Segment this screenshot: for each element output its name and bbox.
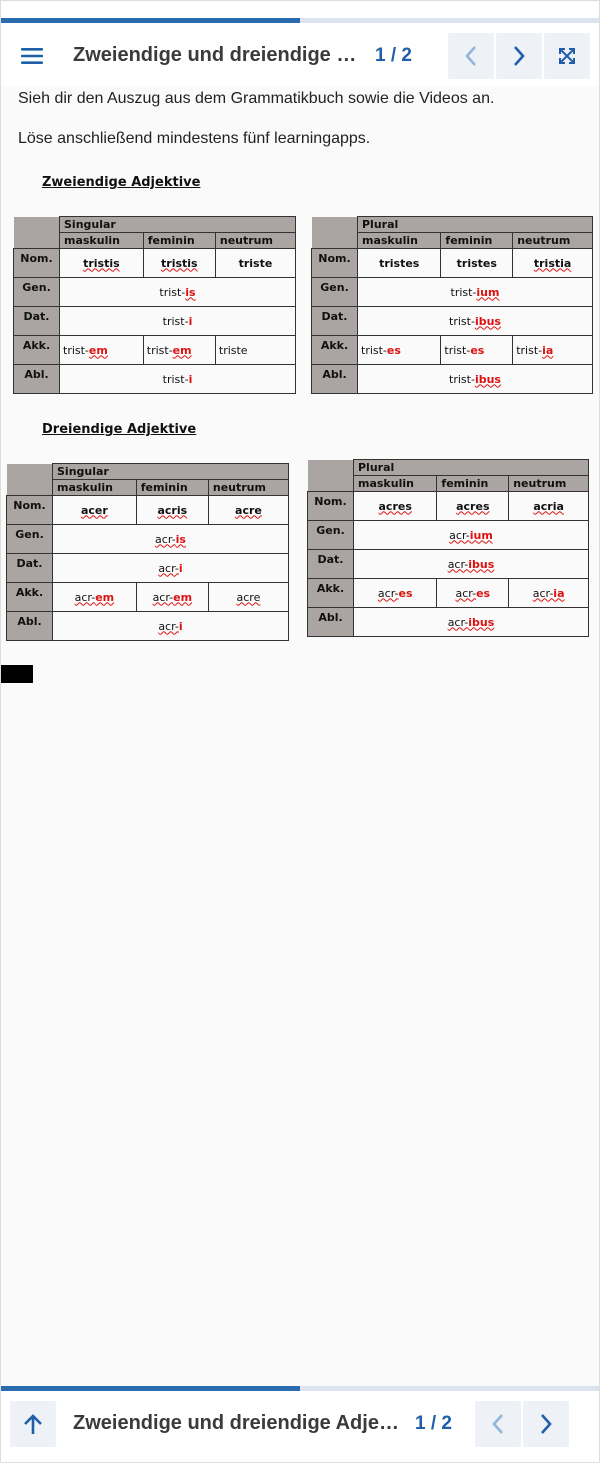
bottom-page-counter: 1 / 2 (415, 1412, 452, 1434)
case-label: Dat. (7, 554, 53, 583)
gender-label: feminin (143, 233, 215, 249)
stem: trist- (449, 372, 475, 386)
case-label: Akk. (14, 336, 60, 365)
label-singular: Singular (60, 217, 296, 233)
stem: acr- (447, 557, 469, 571)
case-label: Akk. (312, 336, 358, 365)
case-label: Abl. (312, 365, 358, 394)
expand-icon (558, 47, 576, 65)
ending: es (386, 343, 401, 357)
chevron-right-icon (512, 45, 526, 67)
case-label: Gen. (312, 278, 358, 307)
ending: ibus (468, 615, 495, 629)
ending: is (185, 285, 196, 299)
redaction-block (1, 665, 33, 683)
content-area (1, 86, 599, 1386)
form-cell: tristia (533, 256, 572, 270)
table-dreiendig-plural (307, 459, 589, 637)
table-zweiendig-plural (311, 216, 593, 394)
gender-label: neutrum (509, 476, 589, 492)
case-label: Dat. (14, 307, 60, 336)
bottom-prev-page-button[interactable] (475, 1401, 521, 1447)
ending: em (173, 590, 193, 604)
stem: trist- (162, 314, 189, 328)
stem: acr- (532, 586, 554, 600)
ending: ia (542, 343, 554, 357)
gender-label: neutrum (208, 480, 288, 496)
ending: is (175, 532, 186, 546)
stem: trist- (146, 343, 173, 357)
next-page-button[interactable] (496, 33, 542, 79)
prev-page-button[interactable] (448, 33, 494, 79)
stem: acr- (152, 590, 174, 604)
gender-label: neutrum (215, 233, 295, 249)
stem: trist- (162, 372, 189, 386)
stem: trist- (444, 343, 471, 357)
stem: acr- (158, 619, 179, 633)
ending: es (476, 586, 491, 600)
ending: ia (553, 586, 565, 600)
case-label: Abl. (7, 612, 53, 641)
stem: acr- (449, 528, 470, 542)
stem: acr- (377, 586, 399, 600)
table-zweiendig-singular (13, 216, 296, 394)
chevron-left-icon (464, 45, 478, 67)
ending: i (178, 561, 183, 575)
case-label: Abl. (14, 365, 60, 394)
gender-label: feminin (136, 480, 208, 496)
case-label: Nom. (308, 492, 354, 521)
stem: trist- (361, 343, 387, 357)
ending: em (88, 343, 108, 357)
chevron-left-icon (491, 1413, 505, 1435)
intro-paragraph-2: Löse anschließend mindestens fünf learningapps. (18, 130, 371, 147)
stem: trist- (450, 285, 477, 299)
stem: acr- (455, 586, 477, 600)
stem: acr- (74, 590, 96, 604)
gender-label: feminin (441, 233, 513, 249)
ending: es (470, 343, 485, 357)
label-singular: Singular (53, 464, 289, 480)
case-label: Dat. (308, 550, 354, 579)
bottom-page-title: Zweiendige und dreiendige Adje… (73, 1412, 399, 1434)
case-label: Abl. (308, 608, 354, 637)
ending: ibus (474, 372, 501, 386)
stem: acr- (155, 532, 176, 546)
ending: em (95, 590, 115, 604)
ending: i (188, 372, 193, 386)
form-cell: tristis (161, 256, 198, 270)
gender-label: maskulin (60, 233, 144, 249)
form-cell: tristis (83, 256, 120, 270)
stem: acr- (447, 615, 469, 629)
form-cell: acer (80, 503, 108, 517)
gender-label: maskulin (354, 476, 437, 492)
label-plural: Plural (354, 460, 589, 476)
intro-paragraph-1: Sieh dir den Auszug aus dem Grammatikbuch sowie die Videos an. (18, 90, 495, 107)
case-label: Nom. (312, 249, 358, 278)
form-cell: triste (238, 256, 273, 270)
hamburger-icon (21, 47, 43, 65)
ending: es (398, 586, 413, 600)
stem: trist- (516, 343, 543, 357)
case-label: Dat. (312, 307, 358, 336)
form-cell: acria (533, 499, 564, 513)
form-cell: acris (157, 503, 188, 517)
form-cell: triste (218, 343, 248, 357)
case-label: Gen. (7, 525, 53, 554)
arrow-up-icon (23, 1413, 43, 1435)
chevron-right-icon (539, 1413, 553, 1435)
ending: ibus (474, 314, 501, 328)
form-cell: acres (456, 499, 490, 513)
gender-label: maskulin (358, 233, 441, 249)
form-cell: acre (235, 503, 262, 517)
form-cell: acre (236, 590, 261, 604)
ending: i (178, 619, 183, 633)
gender-label: feminin (437, 476, 509, 492)
top-header (1, 23, 599, 88)
gender-label: neutrum (513, 233, 593, 249)
form-cell: acres (378, 499, 412, 513)
menu-button[interactable] (1, 23, 63, 88)
scroll-up-button[interactable] (10, 1401, 56, 1447)
form-cell: tristes (379, 256, 420, 270)
heading-dreiendige: Dreiendige Adjektive (42, 422, 197, 437)
bottom-next-page-button[interactable] (523, 1401, 569, 1447)
stem: trist- (159, 285, 186, 299)
case-label: Gen. (14, 278, 60, 307)
case-label: Akk. (7, 583, 53, 612)
case-label: Nom. (14, 249, 60, 278)
ending: em (172, 343, 192, 357)
form-cell: tristes (456, 256, 497, 270)
page-counter: 1 / 2 (375, 44, 412, 66)
label-plural: Plural (358, 217, 593, 233)
table-dreiendig-singular (6, 463, 289, 641)
gender-label: maskulin (53, 480, 137, 496)
page-title: Zweiendige und dreiendige … (73, 44, 357, 66)
stem: acr- (158, 561, 179, 575)
ending: ibus (468, 557, 495, 571)
case-label: Gen. (308, 521, 354, 550)
heading-zweiendige: Zweiendige Adjektive (42, 175, 201, 190)
case-label: Akk. (308, 579, 354, 608)
fullscreen-button[interactable] (544, 33, 590, 79)
bottom-header (1, 1391, 599, 1456)
ending: i (188, 314, 193, 328)
stem: trist- (449, 314, 475, 328)
ending: ium (476, 285, 500, 299)
stem: trist- (63, 343, 89, 357)
ending: ium (469, 528, 493, 542)
case-label: Nom. (7, 496, 53, 525)
